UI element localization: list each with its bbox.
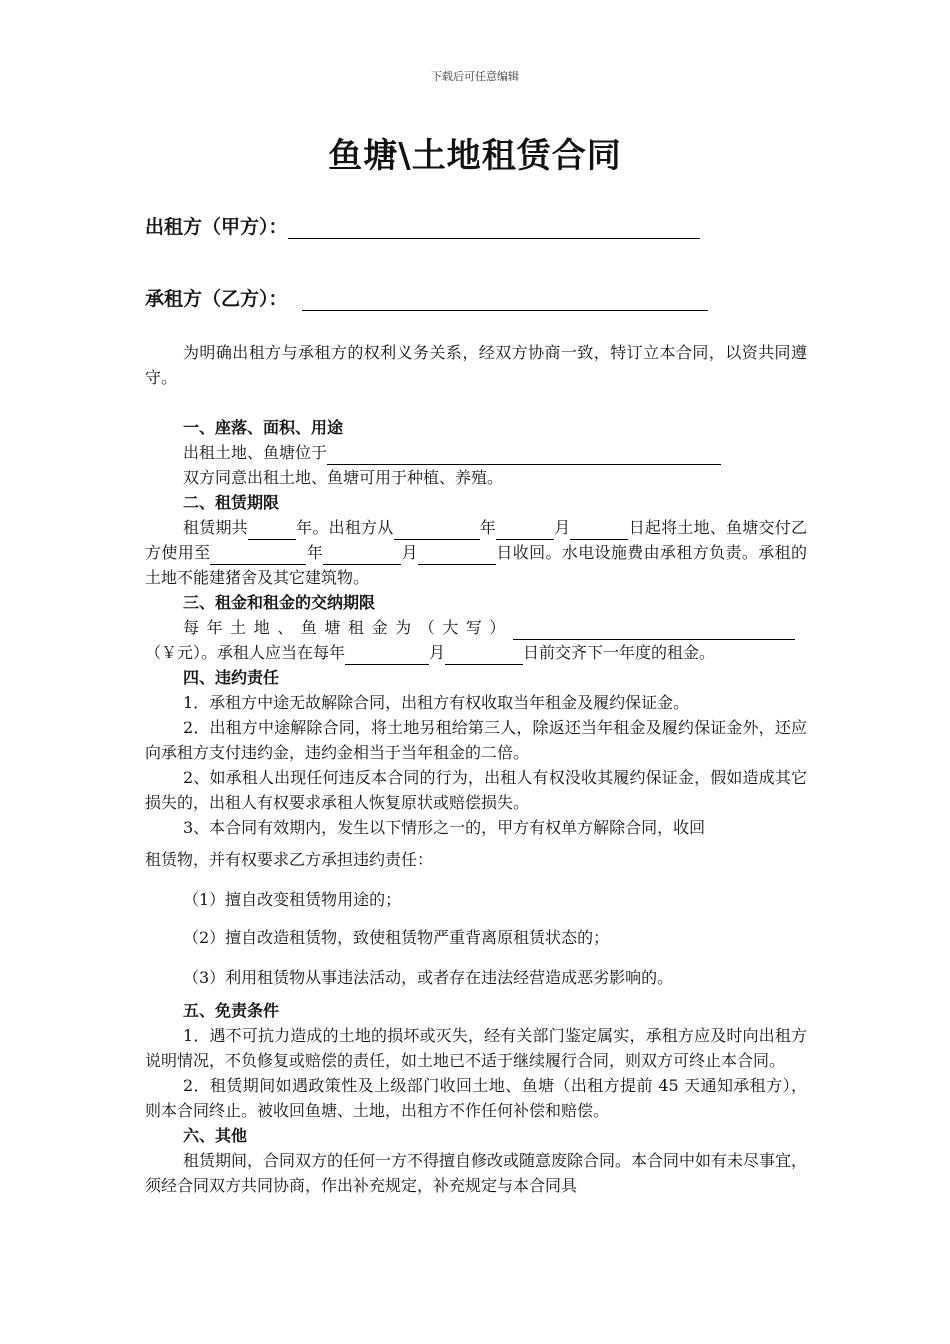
term-paragraph: 租赁期共 年。出租方从 年 月 日起将土地、鱼塘交付乙方使用至 年 月 日收回。水电设施费由承租方负责。承租的土地不能建猪舍及其它建筑物。 <box>145 518 807 587</box>
breach-item-2: （2）擅自改造租赁物，致使租赁物严重背离原租赁状态的； <box>183 928 610 947</box>
lessee-line <box>145 284 708 311</box>
breach-item-3: （3）利用租赁物从事违法活动，或者存在违法经营造成恶劣影响的。 <box>183 968 674 987</box>
breach-clause-2: 2．出租方中途解除合同，将土地另租给第三人，除返还当年租金及履约保证金外，还应向承租方支付违约金，违约金相当于当年租金的二倍。 <box>145 718 807 762</box>
location-label: 出租土地、鱼塘位于 <box>183 443 328 462</box>
location-line <box>145 440 807 465</box>
header-note: 下载后可任意编辑 <box>431 70 519 83</box>
document-title: 鱼塘\土地租赁合同 <box>328 136 622 176</box>
exemption-clause-1: 1．遇不可抗力造成的土地的损坏或灭失，经有关部门鉴定属实，承租方应及时向出租方说明情况，不负修复或赔偿的责任，如土地已不适于继续履行合同，则双方可终止本合同。 <box>145 1026 807 1070</box>
lessor-label: 出租方（甲方）： <box>145 216 288 238</box>
location-blank[interactable] <box>327 446 721 465</box>
rent-paragraph: 每年土地、鱼塘租金为（大写）（￥元）。承租人应当在每年 月 日前交齐下一年度的租金。 <box>145 615 807 665</box>
lessor-line <box>145 212 700 239</box>
section-2-heading: 二、租赁期限 <box>183 493 280 512</box>
pay-month-blank[interactable] <box>345 646 429 665</box>
section-4-heading: 四、违约责任 <box>183 668 280 687</box>
use-line: 双方同意出租土地、鱼塘可用于种植、养殖。 <box>183 468 504 487</box>
lessee-label: 承租方（乙方）： <box>145 288 288 310</box>
lessee-blank[interactable] <box>302 290 708 311</box>
breach-clause-4b: 租赁物，并有权要求乙方承担违约责任： <box>145 850 434 869</box>
lessor-blank[interactable] <box>288 218 700 239</box>
intro-paragraph: 为明确出租方与承租方的权利义务关系，经双方协商一致，特订立本合同，以资共同遵守。 <box>145 343 807 387</box>
end-day-blank[interactable] <box>418 546 496 565</box>
term-years-blank[interactable] <box>248 521 296 540</box>
section-5-heading: 五、免责条件 <box>183 1001 280 1020</box>
end-year-blank[interactable] <box>210 546 306 565</box>
contract-body <box>145 340 807 1198</box>
section-1-heading: 一、座落、面积、用途 <box>183 418 344 437</box>
end-month-blank[interactable] <box>323 546 401 565</box>
exemption-clause-2: 2．租赁期间如遇政策性及上级部门收回土地、鱼塘（出租方提前 45 天通知承租方），则本合同终止。被收回鱼塘、土地，出租方不作任何补偿和赔偿。 <box>145 1076 807 1120</box>
breach-clause-3: 2、如承租人出现任何违反本合同的行为，出租人有权没收其履约保证金，假如造成其它损失的，出租人有权要求承租人恢复原状或赔偿损失。 <box>145 768 807 812</box>
section-3-heading: 三、租金和租金的交纳期限 <box>183 593 376 612</box>
breach-clause-1: 1．承租方中途无故解除合同，出租方有权收取当年租金及履约保证金。 <box>183 693 690 712</box>
rent-amount-blank[interactable] <box>513 621 795 640</box>
pay-day-blank[interactable] <box>445 646 523 665</box>
start-month-blank[interactable] <box>496 521 554 540</box>
start-day-blank[interactable] <box>570 521 628 540</box>
start-year-blank[interactable] <box>394 521 480 540</box>
section-6-heading: 六、其他 <box>183 1126 248 1145</box>
other-clause-1: 租赁期间，合同双方的任何一方不得擅自修改或随意废除合同。本合同中如有未尽事宜，须经合同双方共同协商，作出补充规定，补充规定与本合同具 <box>145 1151 808 1195</box>
breach-clause-4a: 3、本合同有效期内，发生以下情形之一的，甲方有权单方解除合同，收回 <box>183 818 706 837</box>
breach-item-1: （1）擅自改变租赁物用途的； <box>183 890 402 909</box>
